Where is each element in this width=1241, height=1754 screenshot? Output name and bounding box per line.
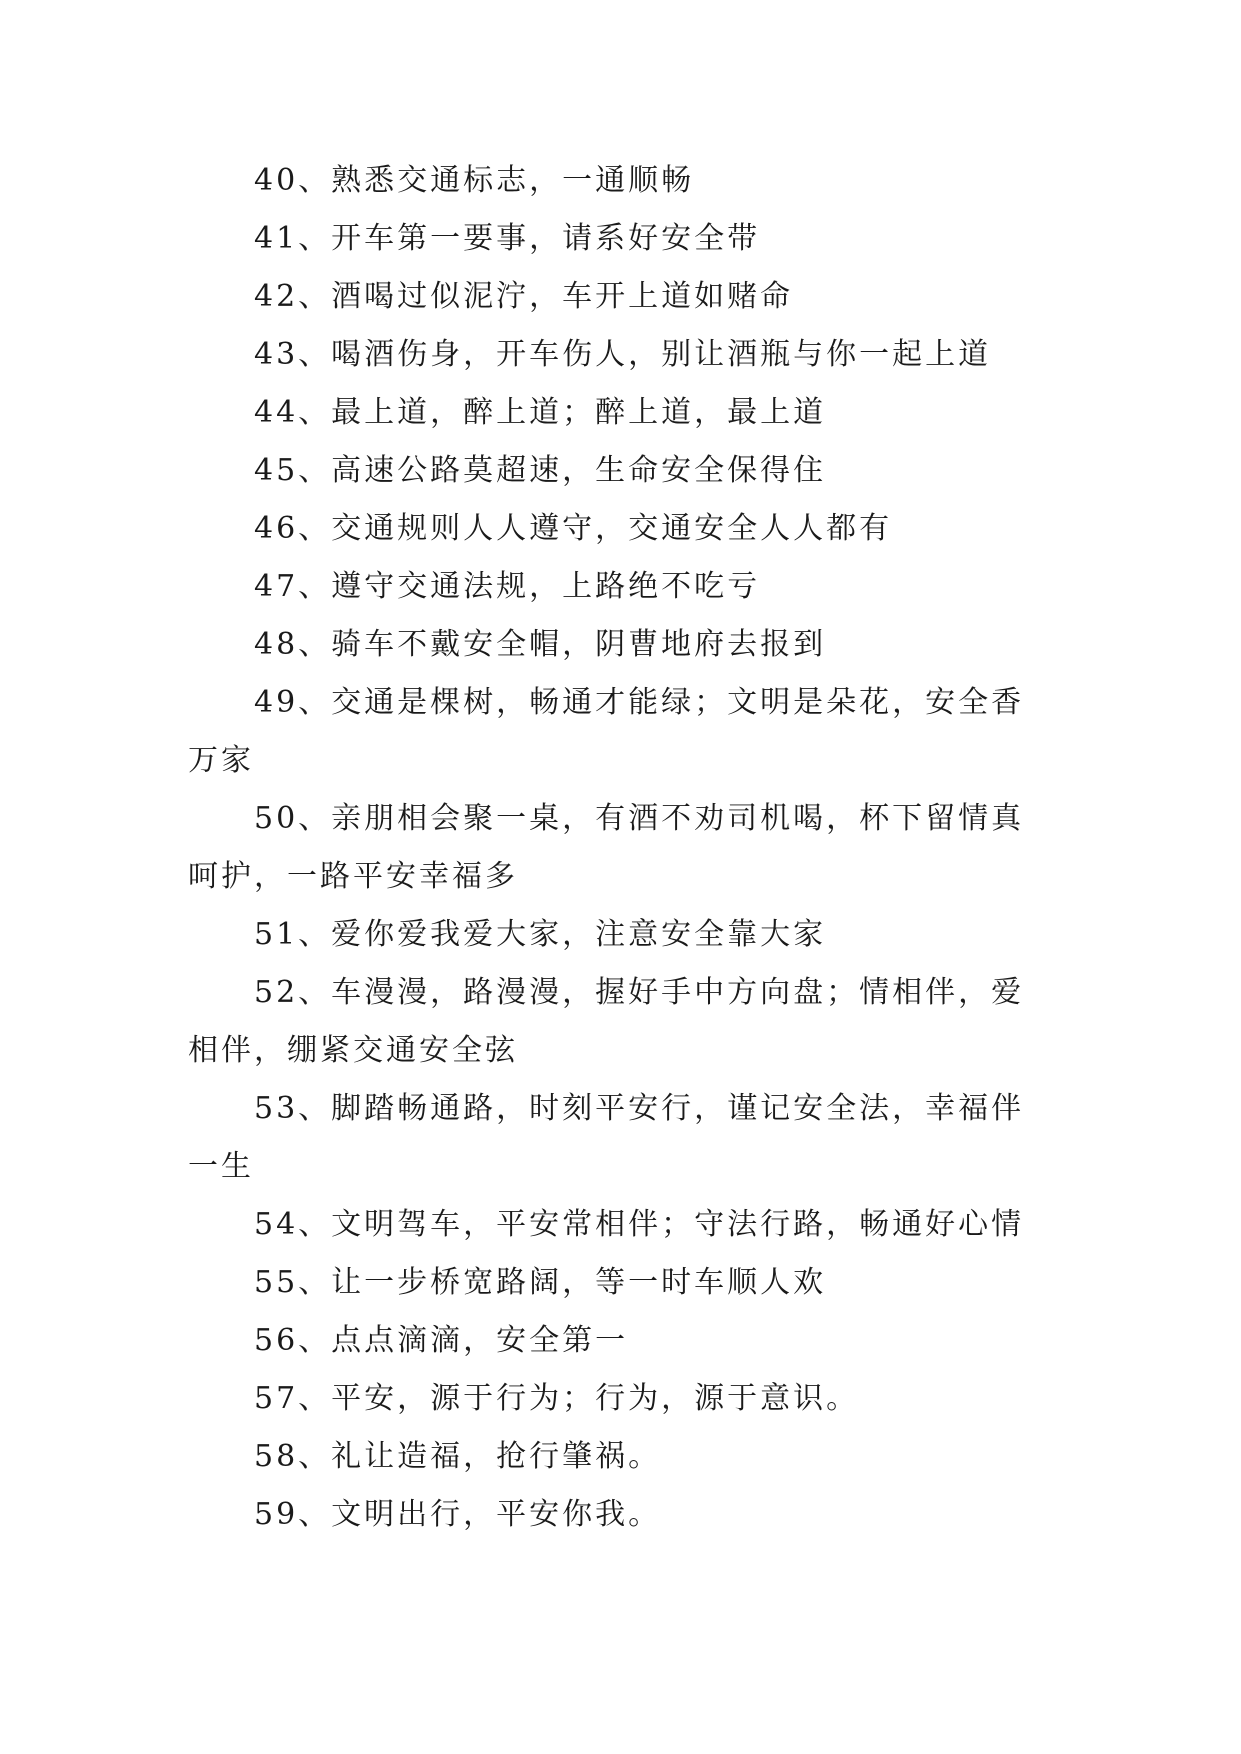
slogan-item: 56、点点滴滴，安全第一 [254, 1323, 629, 1358]
slogan-item: 43、喝酒伤身，开车伤人，别让酒瓶与你一起上道 [254, 337, 992, 372]
slogan-item: 41、开车第一要事，请系好安全带 [254, 221, 761, 256]
slogan-item: 42、酒喝过似泥泞，车开上道如赌命 [254, 279, 794, 314]
slogan-item: 44、最上道，醉上道；醉上道，最上道 [254, 395, 827, 430]
slogan-item: 48、骑车不戴安全帽，阴曹地府去报到 [254, 627, 827, 662]
slogan-item: 47、遵守交通法规，上路绝不吃亏 [254, 569, 761, 604]
slogan-item: 54、文明驾车，平安常相伴；守法行路，畅通好心情 [254, 1207, 1025, 1242]
slogan-item: 45、高速公路莫超速，生命安全保得住 [254, 453, 827, 488]
slogan-item: 58、礼让造福，抢行肇祸。 [254, 1439, 662, 1474]
slogan-item: 46、交通规则人人遵守，交通安全人人都有 [254, 511, 893, 546]
slogan-item: 59、文明出行，平安你我。 [254, 1497, 662, 1532]
slogan-item: 53、脚踏畅通路，时刻平安行，谨记安全法，幸福伴一生 [188, 1091, 1025, 1184]
slogan-item: 57、平安，源于行为；行为，源于意识。 [254, 1381, 860, 1416]
slogan-item: 52、车漫漫，路漫漫，握好手中方向盘；情相伴，爱相伴，绷紧交通安全弦 [188, 975, 1025, 1068]
slogan-list [188, 152, 1054, 1544]
slogan-item: 51、爱你爱我爱大家，注意安全靠大家 [254, 917, 827, 952]
slogan-item: 40、熟悉交通标志，一通顺畅 [254, 163, 695, 198]
slogan-item: 49、交通是棵树，畅通才能绿；文明是朵花，安全香万家 [188, 685, 1025, 778]
slogan-item: 55、让一步桥宽路阔，等一时车顺人欢 [254, 1265, 827, 1300]
slogan-item: 50、亲朋相会聚一桌，有酒不劝司机喝，杯下留情真呵护，一路平安幸福多 [188, 801, 1025, 894]
